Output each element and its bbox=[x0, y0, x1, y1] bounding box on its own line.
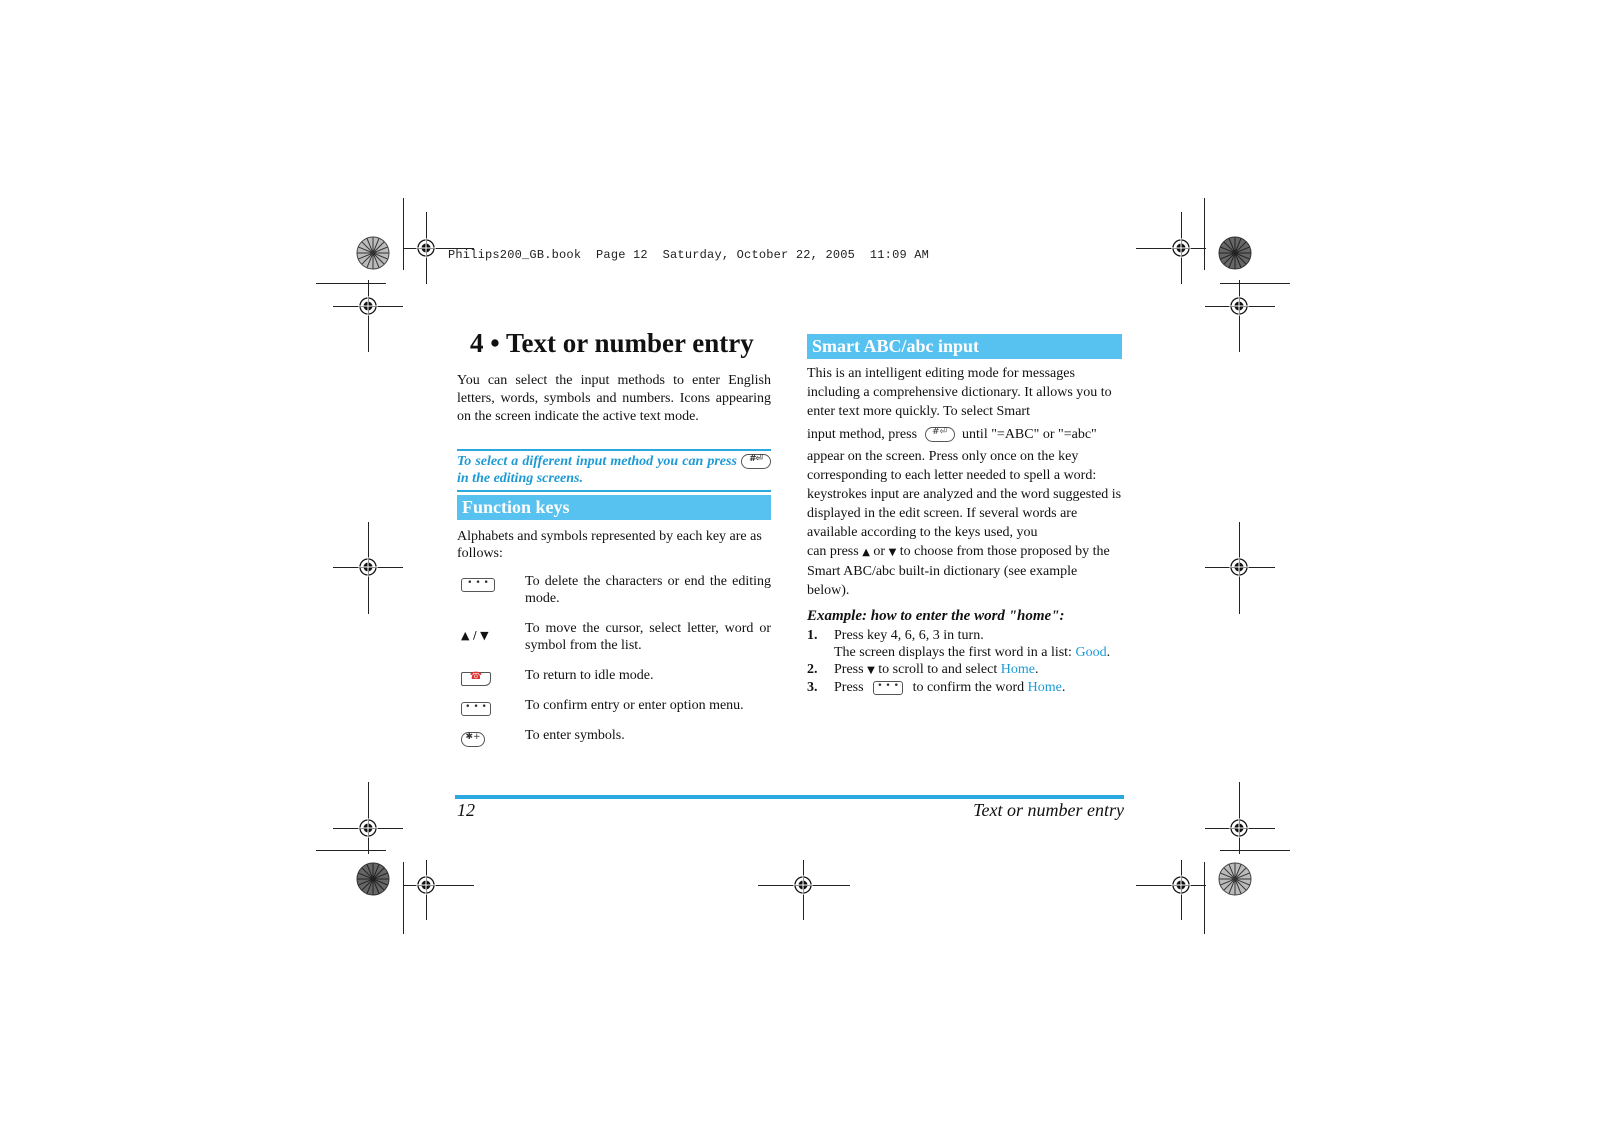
function-keys-heading: Function keys bbox=[457, 495, 771, 520]
arrow-down-icon: ▼ bbox=[867, 665, 875, 676]
page-number: 12 bbox=[457, 800, 475, 820]
smart-input-text: to choose from those proposed by the Smart ABC/abc built-in dictionary (see example below). bbox=[807, 544, 1110, 598]
step-item bbox=[807, 661, 1122, 679]
footer-rule bbox=[455, 795, 1124, 799]
registration-mark-icon bbox=[1229, 557, 1249, 577]
registration-mark-icon bbox=[793, 875, 813, 895]
smart-input-line bbox=[807, 425, 1122, 444]
function-key-description: To enter symbols. bbox=[525, 728, 625, 743]
registration-mark-icon bbox=[1171, 238, 1191, 258]
smart-input-heading: Smart ABC/abc input bbox=[807, 334, 1122, 359]
starburst-target-icon bbox=[356, 862, 390, 896]
smart-input-text: or bbox=[873, 544, 886, 559]
example-title: Example: how to enter the word "home": bbox=[807, 608, 1065, 624]
step-text: to confirm the word bbox=[912, 680, 1025, 695]
registration-mark-icon bbox=[1229, 296, 1249, 316]
crop-line bbox=[403, 862, 404, 934]
function-key-row bbox=[457, 573, 771, 609]
tip-text-after: in the editing screens. bbox=[457, 471, 584, 486]
word-good: Good bbox=[1075, 645, 1107, 660]
function-key-row bbox=[457, 620, 771, 656]
step-text: Press key 4, 6, 6, 3 in turn. bbox=[834, 628, 984, 643]
smart-input-text: input method, press bbox=[807, 427, 918, 442]
step-text: to scroll to and select bbox=[878, 662, 998, 677]
arrow-up-down-icon: ▲ / ▼ bbox=[461, 629, 489, 642]
example-steps bbox=[807, 627, 1122, 696]
softkey-left-icon: • • • bbox=[461, 700, 491, 716]
registration-mark-icon bbox=[416, 238, 436, 258]
step-number: 1. bbox=[807, 628, 818, 643]
hash-key-icon: #⏎ bbox=[741, 454, 771, 469]
intro-paragraph: You can select the input methods to enter English letters, words, symbols and numbers. Icons appearing on the screen indicate the active text mode. bbox=[457, 373, 771, 424]
step-number: 3. bbox=[807, 680, 818, 695]
softkey-right-icon: • • • bbox=[461, 576, 495, 592]
running-footer-title: Text or number entry bbox=[973, 800, 1124, 820]
crop-line bbox=[1220, 283, 1290, 284]
tip-text-before: To select a different input method you can press bbox=[457, 454, 737, 469]
registration-mark-icon bbox=[358, 818, 378, 838]
crop-line bbox=[404, 885, 474, 886]
step-item bbox=[807, 679, 1122, 696]
chapter-title: 4 • Text or number entry bbox=[470, 328, 754, 358]
registration-mark-icon bbox=[1229, 818, 1249, 838]
smart-input-line bbox=[807, 542, 1122, 600]
step-text: . bbox=[1061, 680, 1066, 695]
softkey-left-icon: • • • bbox=[873, 681, 903, 695]
hangup-key-icon: ☎ bbox=[461, 670, 491, 686]
function-key-row bbox=[457, 727, 771, 747]
arrow-down-icon: ▼ bbox=[888, 547, 897, 558]
function-keys-intro: Alphabets and symbols represented by each key are as follows: bbox=[457, 529, 762, 561]
step-subtext-after: . bbox=[1106, 645, 1111, 660]
smart-input-paragraph: This is an intelligent editing mode for messages including a comprehensive dictionary. It allows you to enter text more quickly. To select Smart bbox=[807, 366, 1112, 419]
registration-mark-icon bbox=[358, 557, 378, 577]
step-text: . bbox=[1034, 662, 1039, 677]
smart-input-text: until "=ABC" or "=abc" bbox=[962, 427, 1097, 442]
smart-input-text: can press bbox=[807, 544, 859, 559]
step-number: 2. bbox=[807, 662, 818, 677]
smart-input-body bbox=[807, 364, 1122, 600]
star-key-icon: ✱+ bbox=[461, 730, 485, 747]
crop-line bbox=[1204, 862, 1205, 934]
crop-line bbox=[1220, 850, 1290, 851]
starburst-target-icon bbox=[1218, 236, 1252, 270]
smart-input-paragraph: appear on the screen. Press only once on the key corresponding to each letter needed to spell a word: keystrokes input are analyzed and the word suggested is displayed in the edit screen. If several words are available according to the keys used, you bbox=[807, 449, 1122, 540]
step-text: Press bbox=[834, 680, 864, 695]
step-text: Press bbox=[834, 662, 864, 677]
function-key-description: To delete the characters or end the editing mode. bbox=[525, 574, 771, 606]
function-key-description: To confirm entry or enter option menu. bbox=[525, 698, 744, 713]
word-home: Home bbox=[1027, 680, 1062, 695]
word-home: Home bbox=[1000, 662, 1035, 677]
step-subtext bbox=[834, 644, 1122, 661]
function-key-row bbox=[457, 667, 771, 687]
starburst-target-icon bbox=[356, 236, 390, 270]
book-header: Philips200_GB.book Page 12 Saturday, October 22, 2005 11:09 AM bbox=[448, 248, 930, 262]
arrow-up-icon: ▲ bbox=[862, 547, 870, 558]
tip-box bbox=[457, 449, 771, 492]
function-key-description: To return to idle mode. bbox=[525, 668, 654, 683]
registration-mark-icon bbox=[1171, 875, 1191, 895]
crop-line bbox=[368, 280, 369, 352]
crop-line bbox=[1204, 198, 1205, 270]
crop-line bbox=[316, 850, 386, 851]
registration-mark-icon bbox=[358, 296, 378, 316]
crop-line bbox=[403, 198, 404, 270]
crop-line bbox=[1239, 280, 1240, 352]
function-key-description: To move the cursor, select letter, word or symbol from the list. bbox=[525, 621, 771, 653]
step-subtext-before: The screen displays the first word in a list: bbox=[834, 645, 1072, 660]
registration-mark-icon bbox=[416, 875, 436, 895]
crop-line bbox=[316, 283, 386, 284]
starburst-target-icon bbox=[1218, 862, 1252, 896]
hash-key-icon: #⏎ bbox=[925, 427, 955, 442]
step-item bbox=[807, 627, 1122, 661]
function-key-row bbox=[457, 697, 771, 717]
